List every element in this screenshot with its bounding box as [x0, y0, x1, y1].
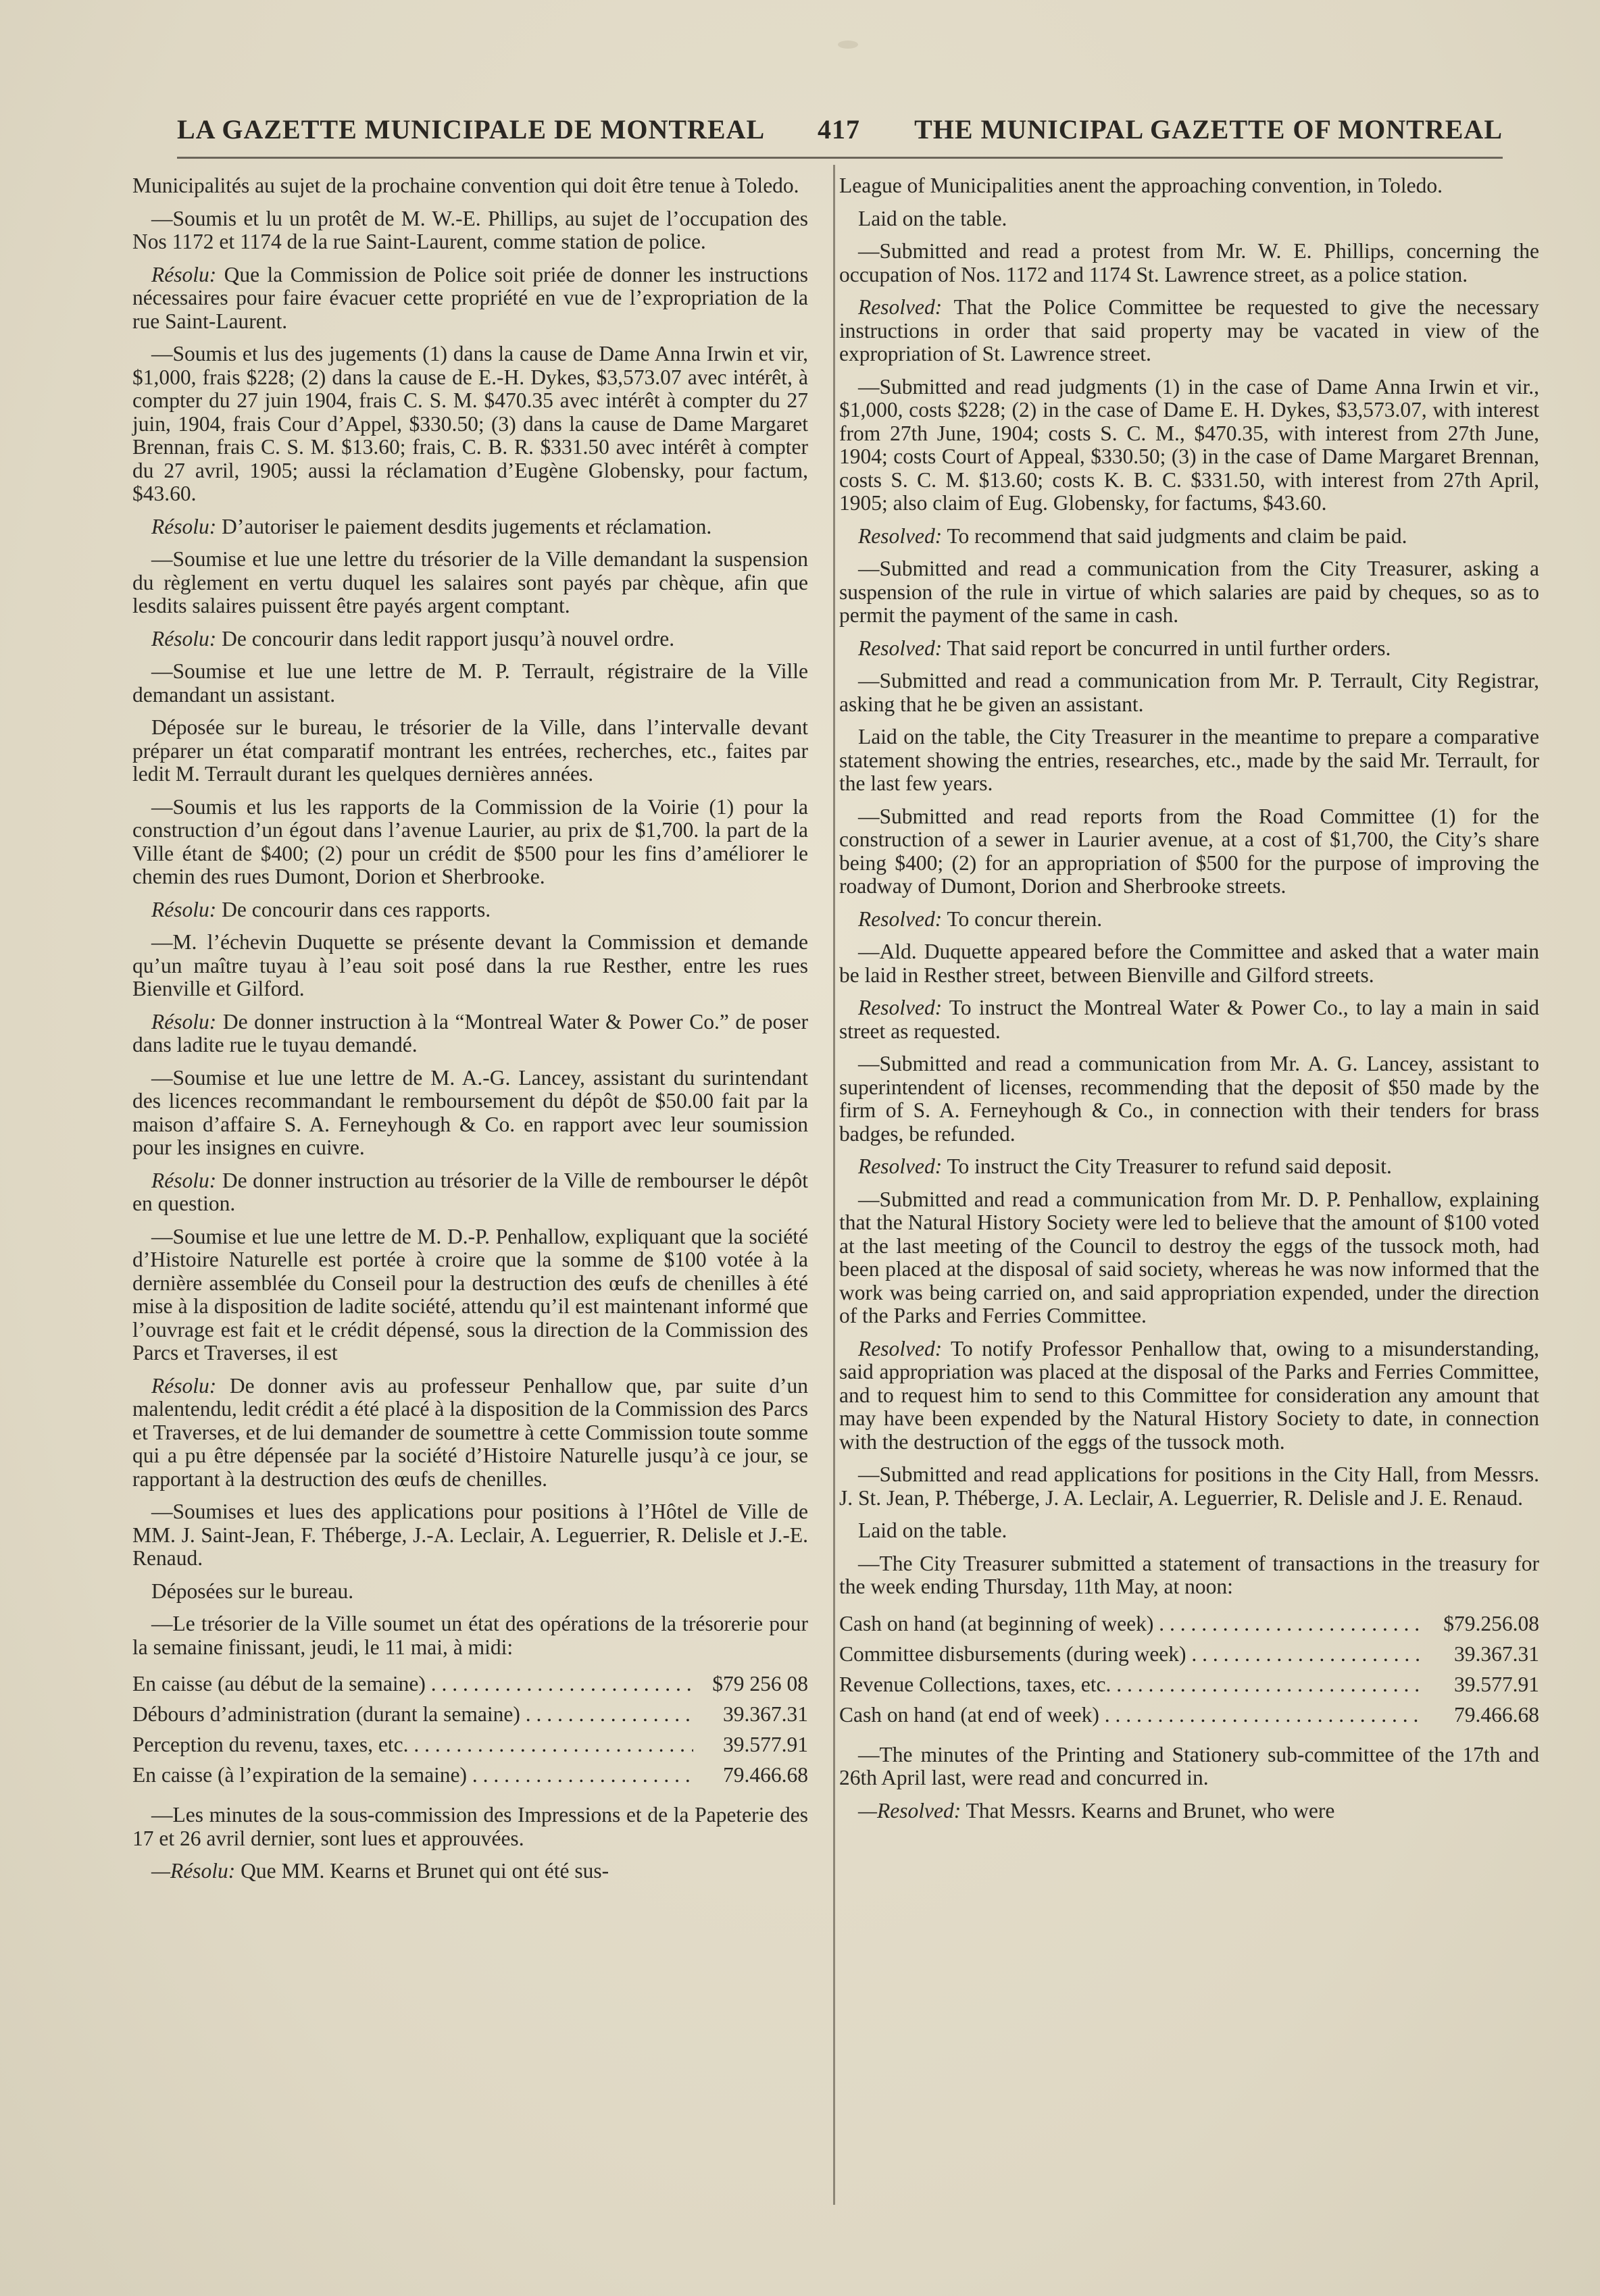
- resolution-lead: Résolu:: [151, 262, 217, 286]
- resolution-lead: —Resolved:: [858, 1798, 961, 1822]
- resolution-lead: Resolved:: [858, 524, 943, 548]
- paragraph: [839, 1463, 1539, 1510]
- paragraph-text: To concur therein.: [942, 907, 1103, 931]
- paragraph: [839, 240, 1539, 286]
- header-rule: [177, 157, 1503, 159]
- paragraph-text: Municipalités au sujet de la prochaine convention qui doit être tenue à Toledo.: [132, 174, 799, 197]
- paragraph: [839, 940, 1539, 987]
- paragraph-text: —Submitted and read a communication from Mr. A. G. Lancey, assistant to superintendent of licenses, recommending that the deposit of $50 made by the firm of S. A. Ferneyhough & Co., in connection with their tenders for brass badges, be refunded.: [839, 1052, 1539, 1146]
- finance-row: [132, 1733, 808, 1764]
- resolution-lead: Resolved:: [858, 907, 943, 931]
- paragraph: [839, 637, 1539, 661]
- paragraph: [839, 805, 1539, 898]
- french-column: [132, 174, 808, 1893]
- paragraph: [839, 525, 1539, 549]
- finance-label: Cash on hand (at beginning of week) . . .: [839, 1612, 1424, 1636]
- paragraph-text: —Submitted and read a communication from the City Treasurer, asking a suspension of the rule in virtue of which salaries are paid by cheques, so as to permit the payment of the same in cash.: [839, 557, 1539, 627]
- paragraph-text: —Submitted and read reports from the Road Committee (1) for the construction of a sewer in Laurier avenue, at a cost of $1,700, the City’s share being $400; (2) for an appropriation of $500 for the purpose of improving the roadway of Dumont, Dorion and Sherbrooke streets.: [839, 804, 1539, 898]
- resolution-lead: Résolu:: [151, 514, 217, 538]
- paragraph-text: —Ald. Duquette appeared before the Committee and asked that a water main be laid in Resther street, between Bienville and Gilford streets.: [839, 940, 1539, 987]
- paragraph: [132, 628, 808, 651]
- english-column: [839, 174, 1539, 1832]
- finance-amount: $79 256 08: [712, 1672, 808, 1695]
- paragraph-text: To instruct the City Treasurer to refund said deposit.: [942, 1154, 1392, 1178]
- finance-label: Débours d’administration (durant la semaine) . . .: [132, 1703, 693, 1727]
- paragraph-text: —Submitted and read applications for positions in the City Hall, from Messrs. J. St. Jean, P. Théberge, J. A. Leclair, A. Leguerrier, R. Delisle and J. E. Renaud.: [839, 1462, 1539, 1510]
- paragraph: [839, 1743, 1539, 1790]
- finance-amount: 39.367.31: [1454, 1641, 1539, 1666]
- finance-amount: $79.256.08: [1443, 1611, 1539, 1635]
- resolution-lead: Resolved:: [858, 1336, 943, 1360]
- paragraph: [132, 931, 808, 1001]
- finance-label: Cash on hand (at end of week) . . .: [839, 1704, 1424, 1727]
- finance-row: [839, 1704, 1539, 1734]
- paragraph: [132, 1612, 808, 1659]
- finance-label: En caisse (à l’expiration de la semaine) . . .: [132, 1764, 693, 1787]
- resolution-lead: Resolved:: [858, 636, 943, 660]
- paragraph-text: Déposées sur le bureau.: [151, 1579, 354, 1603]
- paragraph-text: —Submitted and read judgments (1) in the case of Dame Anna Irwin et vir., $1,000, costs $228; (2) in the case of Dame E. H. Dykes, $3,573.07, with interest from 27th June, 1904; costs S. C. M., $470.35, with interest from 27th June, 1904; costs Court of Appeal, $330.50; (3) in the case of Dame Margaret Brennan, costs S. C. M. $13.60; costs K. B. C. $331.50, with interest from 27th April, 1905; also claim of Eug. Globensky, for factums, $43.60.: [839, 374, 1539, 515]
- column-divider: [833, 165, 835, 2205]
- resolution-lead: Résolu:: [151, 1168, 217, 1192]
- paragraph-text: De concourir dans ledit rapport jusqu’à nouvel ordre.: [216, 626, 675, 650]
- finance-amount: 39.577.91: [1454, 1672, 1539, 1696]
- paragraph: [839, 1052, 1539, 1146]
- paragraph: [132, 1011, 808, 1057]
- paragraph-text: —Soumise et lue une lettre de M. D.-P. Penhallow, expliquant que la société d’Histoire Naturelle est portée à croire que la somme de $100 votée à la dernière assemblée du Conseil pour la destruction des œufs de chenilles à été mise à la disposition de ladite société, attendu qu’il est maintenant informé que l’ouvrage est fait et le crédit dépensé, sous la direction de la Commission des Parcs et Traverses, il est: [132, 1224, 808, 1364]
- paragraph-text: —Soumise et lue une lettre du trésorier de la Ville demandant la suspension du règlement en vertu duquel les salaires sont payés par chèque, afin que lesdits salaires puissent être payés argent comptant.: [132, 547, 808, 617]
- paragraph-text: League of Municipalities anent the approaching convention, in Toledo.: [839, 174, 1443, 197]
- finance-row: [132, 1673, 808, 1703]
- french-paragraphs: [132, 174, 808, 1659]
- paragraph: [839, 1552, 1539, 1599]
- paragraph-text: De donner avis au professeur Penhallow que, par suite d’un malentendu, ledit crédit a été placé à la disposition de la Commission des Parcs et Traverses, et de lui demander de soumettre à cette Commission toute somme qui a pu être dépensée par la société d’Histoire Naturelle jusqu’à ce jour, se rapportant à la destruction des œufs de chenilles.: [132, 1373, 808, 1491]
- paragraph: [132, 660, 808, 707]
- finance-label: Revenue Collections, taxes, etc. . . .: [839, 1673, 1424, 1697]
- paragraph-text: —Soumise et lue une lettre de M. P. Terrault, régistraire de la Ville demandant un assistant.: [132, 659, 808, 707]
- paragraph: [132, 263, 808, 334]
- paragraph-text: De donner instruction au trésorier de la Ville de rembourser le dépôt en question.: [132, 1168, 808, 1215]
- paragraph-text: That the Police Committee be requested to give the necessary instructions in order that said property may be vacated in view of the expropriation of St. Lawrence street.: [839, 295, 1539, 365]
- finance-row: [839, 1612, 1539, 1643]
- finance-amount: 79.466.68: [1454, 1702, 1539, 1727]
- paragraph-text: D’autoriser le paiement desdits jugements et réclamation.: [216, 514, 712, 538]
- paragraph-text: De donner instruction à la “Montreal Water & Power Co.” de poser dans ladite rue le tuyau demandé.: [132, 1009, 808, 1056]
- paragraph-text: —M. l’échevin Duquette se présente devant la Commission et demande qu’un maître tuyau à l’eau soit posé dans la rue Resther, entre les rues Bienville et Gilford.: [132, 930, 808, 1000]
- paragraph-text: De concourir dans ces rapports.: [216, 897, 491, 921]
- paragraph: [839, 996, 1539, 1043]
- resolution-lead: Résolu:: [151, 626, 217, 650]
- resolution-lead: Résolu:: [151, 897, 217, 921]
- paragraph: [839, 669, 1539, 716]
- paragraph-text: —The City Treasurer submitted a statement of transactions in the treasury for the week ending Thursday, 11th May, at noon:: [839, 1551, 1539, 1598]
- finance-amount: 39.577.91: [723, 1733, 808, 1756]
- paragraph: [132, 1225, 808, 1365]
- english-finance-table: [839, 1612, 1539, 1734]
- paragraph: [839, 1800, 1539, 1823]
- paragraph-text: Laid on the table.: [858, 206, 1007, 230]
- paragraph-text: —Soumis et lus des jugements (1) dans la cause de Dame Anna Irwin et vir, $1,000, frais $228; (2) dans la cause de E.-H. Dykes, $3,573.07 avec intérêt, à compter du 27 juin 1904, frais C. S. M. $470.35 avec intérêt à compter du 27 juin, 1904, frais Cour d’Appel, $330.50; (3) dans la cause de Dame Margaret Brennan, frais C. S. M. $13.60; frais, C. B. R. $331.50 avec intérêt à compter du 27 avril, 1905; aussi la réclamation d’Eugène Globensky, pour factum, $43.60.: [132, 342, 808, 505]
- paragraph-text: —Soumises et lues des applications pour positions à l’Hôtel de Ville de MM. J. Saint-Jean, F. Théberge, J.-A. Leclair, A. Leguerrier, R. Delisle et J.-E. Renaud.: [132, 1500, 808, 1570]
- paragraph: [839, 1188, 1539, 1328]
- paragraph: [132, 1169, 808, 1216]
- finance-row: [839, 1673, 1539, 1704]
- paragraph-text: That Messrs. Kearns and Brunet, who were: [961, 1798, 1335, 1822]
- finance-label: Committee disbursements (during week) . . .: [839, 1643, 1424, 1666]
- paragraph: [839, 1337, 1539, 1454]
- paragraph-text: —Soumis et lus les rapports de la Commission de la Voirie (1) pour la construction d’un égout dans l’avenue Laurier, au prix de $1,700. la part de la Ville étant de $400; (2) pour un crédit de $500 pour les fins d’améliorer le chemin des rues Dumont, Dorion et Sherbrooke.: [132, 794, 808, 888]
- paragraph-text: —Le trésorier de la Ville soumet un état des opérations de la trésorerie pour la semaine finissant, jeudi, le 11 mai, à midi:: [132, 1612, 808, 1659]
- paragraph: [839, 296, 1539, 366]
- paragraph: [839, 1519, 1539, 1543]
- paragraph: [839, 207, 1539, 231]
- paragraph: [839, 1155, 1539, 1179]
- paragraph: [132, 1860, 808, 1883]
- finance-amount: 39.367.31: [723, 1702, 808, 1726]
- paragraph: [132, 1067, 808, 1160]
- paragraph: [132, 342, 808, 506]
- header-english-title: THE MUNICIPAL GAZETTE OF MONTREAL: [914, 114, 1503, 145]
- paragraph: [132, 898, 808, 922]
- resolution-lead: Resolved:: [858, 1154, 943, 1178]
- french-finance-table: [132, 1673, 808, 1794]
- paragraph: [839, 174, 1539, 198]
- paper-speck: [838, 41, 858, 49]
- resolution-lead: Resolved:: [858, 996, 943, 1019]
- paragraph-text: To instruct the Montreal Water & Power Co., to lay a main in said street as requested.: [839, 996, 1539, 1043]
- paragraph-text: Que MM. Kearns et Brunet qui ont été sus-: [235, 1859, 609, 1883]
- english-closing-paragraphs: [839, 1743, 1539, 1823]
- paragraph: [839, 725, 1539, 796]
- paragraph: [839, 908, 1539, 932]
- resolution-lead: Resolved:: [858, 295, 943, 319]
- paragraph-text: —Soumis et lu un protêt de M. W.-E. Phillips, au sujet de l’occupation des Nos 1172 et 1174 de la rue Saint-Laurent, comme station de police.: [132, 206, 808, 253]
- finance-row: [839, 1643, 1539, 1673]
- resolution-lead: —Résolu:: [151, 1859, 236, 1883]
- paragraph: [132, 1804, 808, 1850]
- paragraph: [132, 174, 808, 198]
- paragraph: [132, 548, 808, 618]
- paragraph: [132, 716, 808, 786]
- finance-label: En caisse (au début de la semaine) . . .: [132, 1673, 693, 1696]
- paragraph-text: Laid on the table.: [858, 1519, 1007, 1542]
- paragraph: [132, 1580, 808, 1604]
- header-french-title: LA GAZETTE MUNICIPALE DE MONTREAL: [177, 114, 766, 145]
- paragraph-text: That said report be concurred in until further orders.: [942, 636, 1391, 660]
- finance-row: [132, 1764, 808, 1794]
- paragraph-text: —Soumise et lue une lettre de M. A.-G. Lancey, assistant du surintendant des licences recommandant le remboursement du dépôt de $50.00 fait par la maison d’affaire S. A. Ferneyhough & Co. en rapport avec leur soumission pour les insignes en cuivre.: [132, 1065, 808, 1159]
- resolution-lead: Résolu:: [151, 1009, 217, 1034]
- paragraph-text: Déposée sur le bureau, le trésorier de la Ville, dans l’intervalle devant préparer un état comparatif montrant les entrées, recherches, etc., faites par ledit M. Terrault durant les quelques dernières années.: [132, 715, 808, 786]
- page-header: [177, 113, 1503, 149]
- paragraph: [132, 1375, 808, 1491]
- paragraph-text: Que la Commission de Police soit priée de donner les instructions nécessaires pour faire évacuer cette propriété en vue de l’expropriation de la rue Saint-Laurent.: [132, 262, 808, 333]
- paragraph: [839, 376, 1539, 515]
- paragraph-text: —Submitted and read a communication from Mr. D. P. Penhallow, explaining that the Natural History Society were led to believe that the amount of $100 voted at the last meeting of the Council to destroy the eggs of the tussock moth, had been placed at the disposal of said society, whereas he was now informed that the work was being carried on, and said appropriation expended, under the direction of the Parks and Ferries Committee.: [839, 1187, 1539, 1327]
- paragraph: [132, 515, 808, 539]
- finance-row: [132, 1703, 808, 1733]
- paragraph: [132, 207, 808, 254]
- english-paragraphs: [839, 174, 1539, 1599]
- finance-amount: 79.466.68: [723, 1763, 808, 1787]
- finance-label: Perception du revenu, taxes, etc. . . .: [132, 1733, 693, 1757]
- paragraph-text: —Submitted and read a communication from Mr. P. Terrault, City Registrar, asking that he be given an assistant.: [839, 669, 1539, 716]
- paragraph: [132, 1500, 808, 1571]
- paragraph: [839, 557, 1539, 628]
- paragraph-text: To notify Professor Penhallow that, owing to a misunderstanding, said appropriation was placed at the disposal of the Parks and Ferries Committee, and to request him to send to this Committee for consideration any amount that may have been expended by the Natural History Society to date, in connection with the destruction of the eggs of the tussock moth.: [839, 1336, 1539, 1454]
- paragraph-text: Laid on the table, the City Treasurer in the meantime to prepare a comparative statement showing the entries, researches, etc., made by the said Mr. Terrault, for the last few years.: [839, 725, 1539, 795]
- paragraph-text: —Les minutes de la sous-commission des Impressions et de la Papeterie des 17 et 26 avril dernier, sont lues et approuvées.: [132, 1803, 808, 1850]
- page-number: 417: [818, 114, 860, 145]
- french-closing-paragraphs: [132, 1804, 808, 1883]
- paragraph: [132, 796, 808, 889]
- paragraph-text: —The minutes of the Printing and Stationery sub-committee of the 17th and 26th April last, were read and concurred in.: [839, 1742, 1539, 1789]
- resolution-lead: Résolu:: [151, 1373, 217, 1398]
- paragraph-text: To recommend that said judgments and claim be paid.: [942, 524, 1407, 548]
- paragraph-text: —Submitted and read a protest from Mr. W. E. Phillips, concerning the occupation of Nos. 1172 and 1174 St. Lawrence street, as a police station.: [839, 239, 1539, 286]
